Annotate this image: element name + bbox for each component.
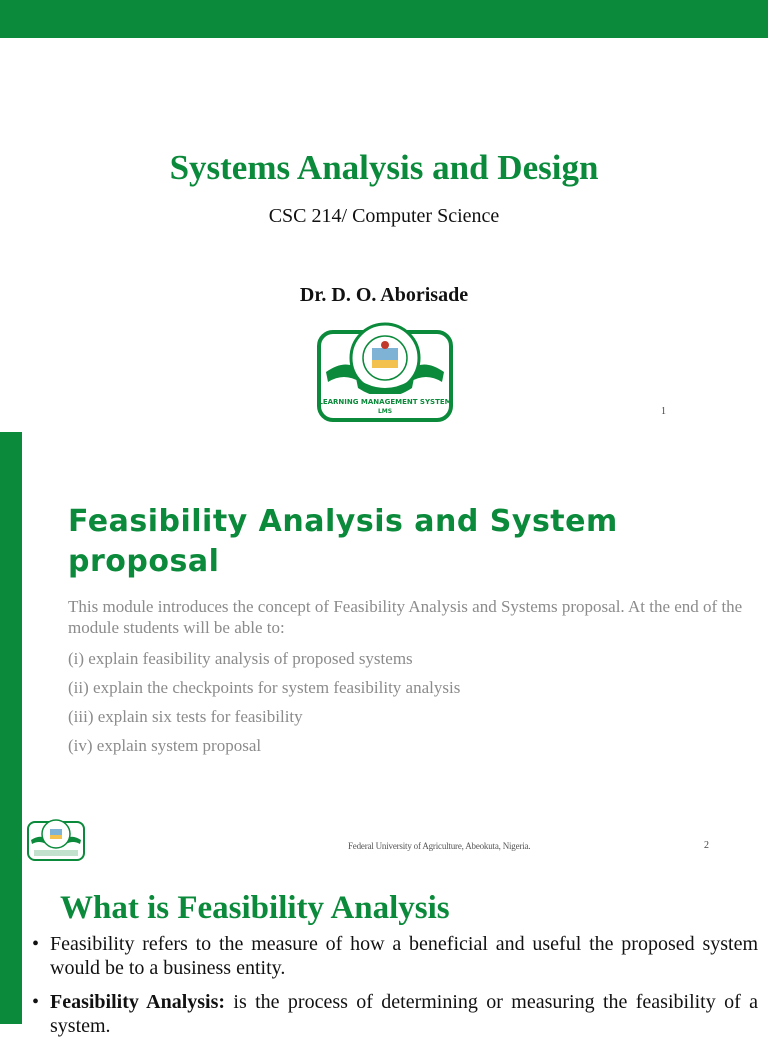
definition-list bbox=[32, 932, 758, 1048]
objective-item: (iii) explain six tests for feasibility bbox=[68, 707, 303, 726]
definition-item bbox=[32, 932, 758, 980]
page-number: 2 bbox=[704, 840, 709, 851]
presentation-title: Systems Analysis and Design bbox=[169, 148, 599, 187]
logo-banner-line2: LMS bbox=[377, 408, 393, 415]
definition-text: Feasibility refers to the measure of how a beneficial and useful the proposed system would be to a business entity. bbox=[50, 933, 758, 979]
left-accent-bar bbox=[0, 432, 22, 866]
logo-banner-line1: LEARNING MANAGEMENT SYSTEM bbox=[318, 398, 452, 406]
slide-2 bbox=[0, 432, 768, 866]
objective-item: (i) explain feasibility analysis of proposed systems bbox=[68, 649, 413, 668]
definition-term: Feasibility Analysis: bbox=[50, 991, 226, 1013]
definition-item bbox=[32, 990, 758, 1038]
left-accent-bar bbox=[0, 866, 22, 1024]
definition-text: is the process of determining or measuring the feasibility of a system. bbox=[50, 991, 758, 1037]
top-accent-bar bbox=[0, 0, 768, 38]
slide-1 bbox=[0, 0, 768, 432]
section-title: What is Feasibility Analysis bbox=[60, 890, 450, 926]
bullet-icon: • bbox=[32, 991, 40, 1013]
module-title: Feasibility Analysis and System proposal bbox=[68, 504, 618, 579]
objective-item: (iv) explain system proposal bbox=[68, 736, 262, 755]
objective-item: (ii) explain the checkpoints for system feasibility analysis bbox=[68, 678, 461, 697]
objectives-list bbox=[68, 644, 748, 760]
bullet-icon: • bbox=[32, 933, 40, 955]
module-intro: This module introduces the concept of Feasibility Analysis and Systems proposal. At the end of the module students will be able to: bbox=[68, 597, 743, 637]
author-name: Dr. D. O. Aborisade bbox=[299, 284, 469, 306]
slide-3 bbox=[0, 866, 768, 1037]
institution-footer: Federal University of Agriculture, Abeokuta, Nigeria. bbox=[348, 841, 531, 851]
lms-logo-icon bbox=[316, 318, 454, 424]
lms-logo-small-icon bbox=[26, 816, 86, 862]
course-subtitle: CSC 214/ Computer Science bbox=[268, 205, 500, 227]
page-number: 1 bbox=[661, 406, 666, 417]
